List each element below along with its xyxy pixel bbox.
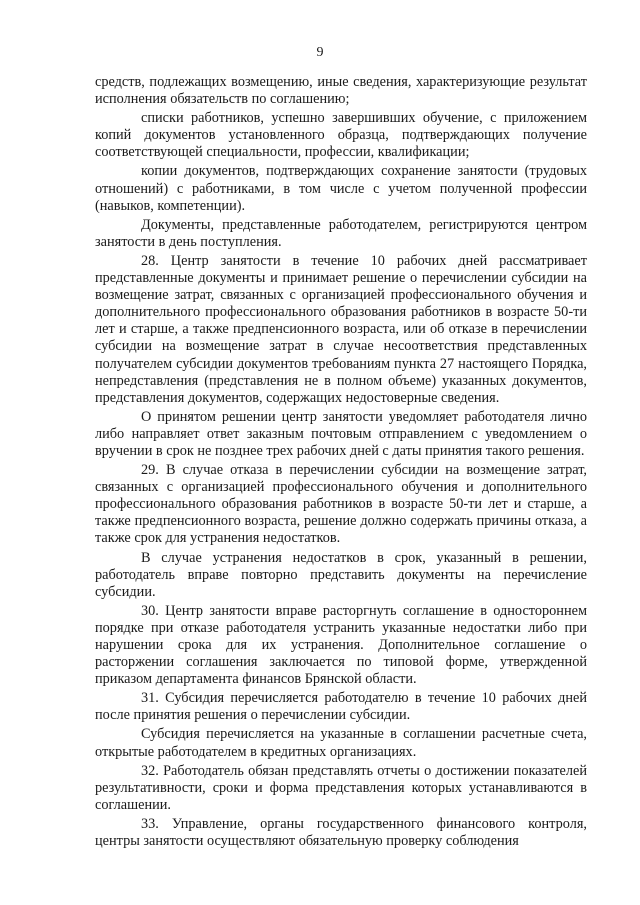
paragraph: копии документов, подтверждающих сохранение занятости (трудовых отношений) с работниками, в том числе с учетом полученной профессии (навыков, компетенции).: [95, 163, 587, 214]
paragraph: В случае устранения недостатков в срок, указанный в решении, работодатель вправе повторно представить документы на перечисление субсидии.: [95, 549, 587, 600]
document-body: [95, 74, 587, 852]
paragraph: средств, подлежащих возмещению, иные сведения, характеризующие результат исполнения обязательств по соглашению;: [95, 74, 587, 108]
paragraph-item-28: 28. Центр занятости в течение 10 рабочих дней рассматривает представленные документы и принимает решение о перечислении субсидии на возмещение затрат, связанных с организацией профессионального обучения и дополнительного профессионального образования работников в возрасте 50-ти лет и старше, а также предпенсионного возраста, или об отказе в перечислении субсидии на возмещение затрат в случае несоответствия представленных получателем субсидии документов требованиям пункта 27 настоящего Порядка, непредставления (представления не в полном объеме) указанных документов, представления документов, содержащих недостоверные сведения.: [95, 252, 587, 406]
paragraph: Документы, представленные работодателем, регистрируются центром занятости в день поступления.: [95, 216, 587, 250]
paragraph: списки работников, успешно завершивших обучение, с приложением копий документов установленного образца, подтверждающих получение соответствующей специальности, профессии, квалификации;: [95, 110, 587, 161]
paragraph-item-30: 30. Центр занятости вправе расторгнуть соглашение в одностороннем порядке при отказе работодателя устранить указанные недостатки либо при нарушении срока для их устранения. Дополнительное соглашение о расторжении соглашения заключается по типовой форме, утвержденной приказом департамента финансов Брянской области.: [95, 602, 587, 688]
paragraph-item-32: 32. Работодатель обязан представлять отчеты о достижении показателей результативности, сроки и форма представления которых устанавливаются в соглашении.: [95, 762, 587, 813]
paragraph-item-29: 29. В случае отказа в перечислении субсидии на возмещение затрат, связанных с организацией профессионального обучения и дополнительного профессионального образования работников в возрасте 50-ти лет и старше, а также предпенсионного возраста, решение должно содержать причины отказа, а также срок для устранения недостатков.: [95, 462, 587, 547]
paragraph-item-33: 33. Управление, органы государственного финансового контроля, центры занятости осуществляют обязательную проверку соблюдения: [95, 815, 587, 850]
paragraph-item-31: 31. Субсидия перечисляется работодателю в течение 10 рабочих дней после принятия решения о перечислении субсидии.: [95, 690, 587, 724]
paragraph: Субсидия перечисляется на указанные в соглашении расчетные счета, открытые работодателем в кредитных организациях.: [95, 726, 587, 760]
page-number: 9: [316, 45, 324, 60]
paragraph: О принятом решении центр занятости уведомляет работодателя лично либо направляет ответ заказным почтовым отправлением с уведомлением о вручении в срок не позднее трех рабочих дней с даты принятия такого решения.: [95, 408, 587, 459]
